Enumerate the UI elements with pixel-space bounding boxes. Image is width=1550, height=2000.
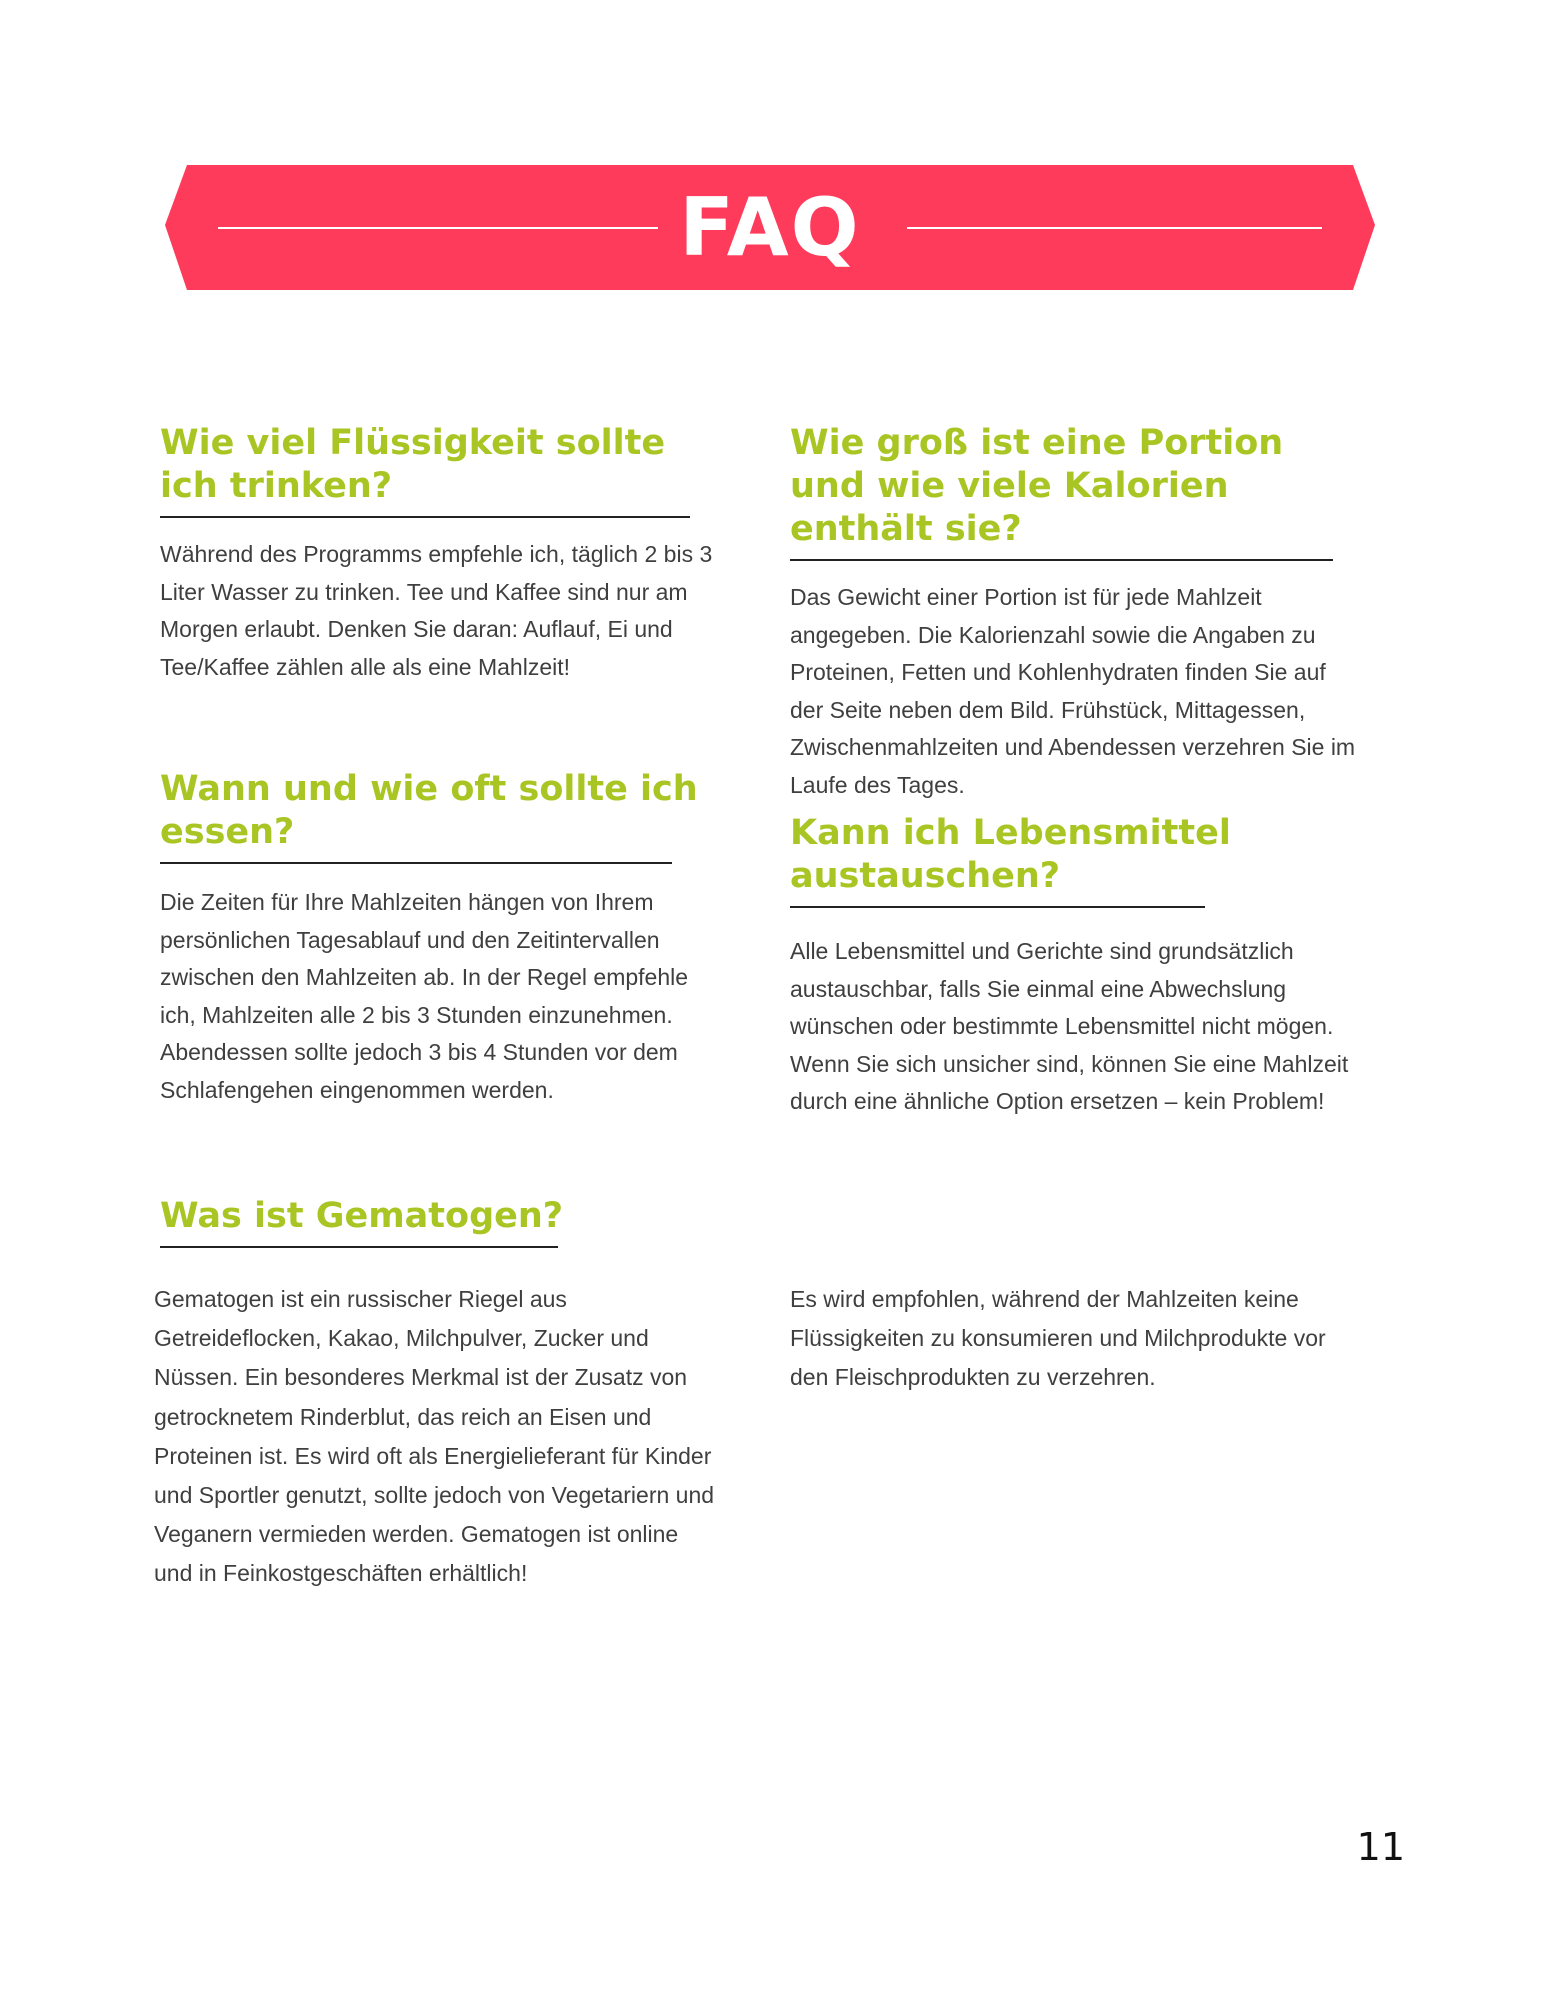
faq-item-fluids bbox=[160, 422, 720, 686]
page-number: 11 bbox=[1356, 1825, 1405, 1869]
faq-question: Wie viel Flüssigkeit sollte ich trinken? bbox=[160, 423, 666, 506]
faq-answer: Die Zeiten für Ihre Mahlzeiten hängen von Ihrem persönlichen Tagesablauf und den Zeitintervallen zwischen den Mahlzeiten ab. In der Regel empfehle ich, Mahlzeiten alle 2 bis 3 Stunden einzunehmen. Abendessen sollte jedoch 3 bis 4 Stunden vor dem Schlafengehen eingenommen werden. bbox=[160, 889, 689, 1103]
faq-answer: Gematogen ist ein russischer Riegel aus Getreideflocken, Kakao, Milchpulver, Zucker und Nüssen. Ein besonderes Merkmal ist der Zusatz von getrocknetem Rinderblut, das reich an Eisen und Proteinen ist. Es wird oft als Energielieferant für Kinder und Sportler genutzt, sollte jedoch von Vegetariern und Veganern vermieden werden. Gematogen ist online und in Feinkostgeschäften erhältlich! bbox=[154, 1286, 715, 1587]
faq-answer: Alle Lebensmittel und Gerichte sind grundsätzlich austauschbar, falls Sie einmal eine Abwechslung wünschen oder bestimmte Lebensmittel nicht mögen. Wenn Sie sich unsicher sind, können Sie eine Mahlzeit durch eine ähnliche Option ersetzen – kein Problem! bbox=[790, 938, 1349, 1114]
faq-question: Wie groß ist eine Portion und wie viele Kalorien enthält sie? bbox=[790, 423, 1284, 549]
question-underline bbox=[160, 516, 690, 518]
faq-question: Was ist Gematogen? bbox=[160, 1196, 564, 1236]
note-text: Es wird empfohlen, während der Mahlzeiten keine Flüssigkeiten zu konsumieren und Milchprodukte vor den Fleischprodukten zu verzehren. bbox=[790, 1286, 1326, 1391]
question-underline bbox=[790, 559, 1333, 561]
faq-question: Kann ich Lebensmittel austauschen? bbox=[790, 813, 1231, 896]
page-title: FAQ bbox=[679, 181, 861, 274]
question-underline bbox=[790, 906, 1205, 908]
faq-question: Wann und wie oft sollte ich essen? bbox=[160, 769, 698, 852]
faq-banner bbox=[165, 165, 1375, 290]
faq-answer: Während des Programms empfehle ich, täglich 2 bis 3 Liter Wasser zu trinken. Tee und Kaffee sind nur am Morgen erlaubt. Denken Sie daran: Auflauf, Ei und Tee/Kaffee zählen alle als eine Mahlzeit! bbox=[160, 541, 713, 680]
question-underline bbox=[160, 1246, 558, 1248]
faq-item-gematogen bbox=[154, 1195, 725, 1594]
question-underline bbox=[160, 862, 672, 864]
faq-answer: Das Gewicht einer Portion ist für jede Mahlzeit angegeben. Die Kalorienzahl sowie die Angaben zu Proteinen, Fetten und Kohlenhydraten finden Sie auf der Seite neben dem Bild. Frühstück, Mittagessen, Zwischenmahlzeiten und Abendessen verzehren Sie im Laufe des Tages. bbox=[790, 584, 1356, 798]
faq-item-substitute bbox=[790, 812, 1350, 1121]
faq-item-meal-times bbox=[160, 768, 720, 1109]
faq-note bbox=[790, 1280, 1350, 1398]
faq-item-portion bbox=[790, 422, 1365, 804]
